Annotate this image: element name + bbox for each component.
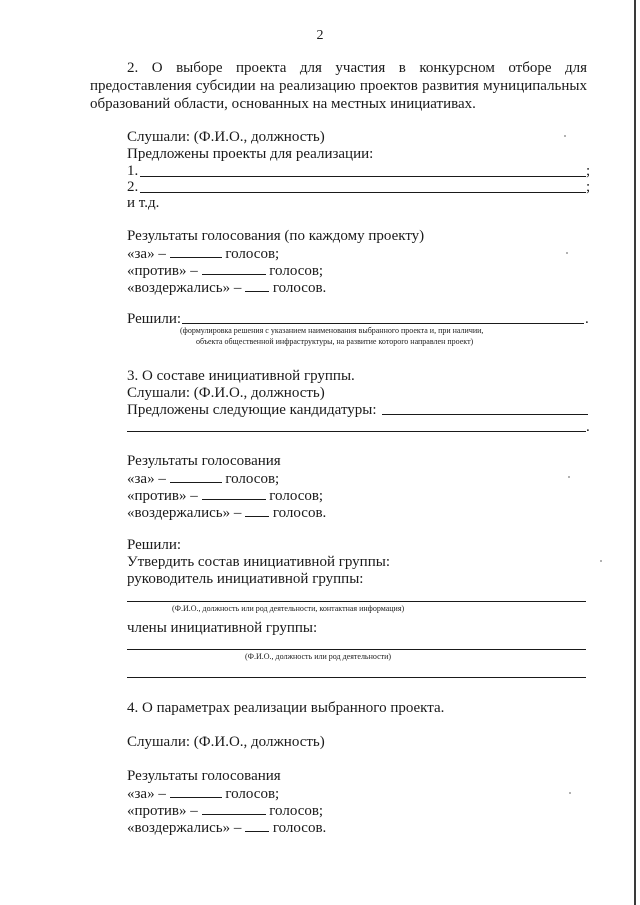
- scan-speck: [568, 476, 570, 478]
- section-4-vote-title: Результаты голосования: [127, 768, 281, 784]
- section-3-proposed: Предложены следующие кандидатуры:: [127, 402, 377, 418]
- scan-speck: [600, 560, 602, 562]
- decision-caption-line2: объекта общественной инфраструктуры, на развитие которого направлен проект): [196, 337, 474, 346]
- section-3-decided: Решили:: [127, 537, 182, 553]
- vote-against-count-blank[interactable]: [202, 262, 266, 275]
- section-2-decision-suffix: .: [585, 311, 589, 327]
- section-3-vote-against: [127, 487, 323, 504]
- vote-abstain-count-blank[interactable]: [245, 279, 269, 292]
- scan-edge: [634, 0, 636, 905]
- decision-caption-line1: (формулировка решения с указанием наименования выбранного проекта и, при наличии,: [180, 326, 484, 335]
- section-2-vote-for: [127, 245, 279, 262]
- vote-for-count-blank[interactable]: [170, 470, 222, 483]
- scan-speck: [566, 252, 568, 254]
- project-item-1-number: 1.: [127, 163, 139, 179]
- vote-for-label: «за» –: [127, 246, 166, 262]
- scan-speck: [564, 135, 566, 137]
- vote-abstain-count-blank[interactable]: [245, 504, 269, 517]
- vote-abstain-label: «воздержались» –: [127, 280, 242, 296]
- vote-against-count-blank[interactable]: [202, 487, 266, 500]
- project-item-1: [127, 163, 138, 179]
- candidates-suffix: .: [586, 419, 590, 435]
- members-blank-2[interactable]: [127, 677, 586, 678]
- section-2-vote-abstain: [127, 279, 326, 296]
- section-4-vote-for: [127, 785, 279, 802]
- vote-for-label: «за» –: [127, 471, 166, 487]
- scan-speck: [569, 792, 571, 794]
- section-3-heading: 3. О составе инициативной группы.: [127, 368, 355, 384]
- section-3-vote-abstain: [127, 504, 326, 521]
- leader-caption: (Ф.И.О., должность или род деятельности, контактная информация): [172, 604, 405, 613]
- section-3-approve: Утвердить состав инициативной группы:: [127, 554, 390, 570]
- project-item-2-blank[interactable]: [140, 192, 586, 193]
- vote-against-suffix: голосов;: [269, 803, 324, 819]
- vote-abstain-suffix: голосов.: [272, 280, 327, 296]
- section-3-vote-for: [127, 470, 279, 487]
- project-list-etc: и т.д.: [127, 195, 160, 211]
- vote-for-suffix: голосов;: [225, 471, 280, 487]
- section-4-vote-abstain: [127, 819, 326, 836]
- section-2-vote-against: [127, 262, 323, 279]
- vote-abstain-count-blank[interactable]: [245, 819, 269, 832]
- section-4-heading: 4. О параметрах реализации выбранного проекта.: [127, 700, 445, 716]
- vote-against-label: «против» –: [127, 263, 198, 279]
- section-4-vote-against: [127, 802, 323, 819]
- section-2-heading-line3: образований области, основанных на местных инициативах.: [90, 96, 476, 112]
- vote-for-count-blank[interactable]: [170, 245, 222, 258]
- vote-for-count-blank[interactable]: [170, 785, 222, 798]
- vote-against-count-blank[interactable]: [202, 802, 266, 815]
- section-3-leader: руководитель инициативной группы:: [127, 571, 364, 587]
- section-2-vote-title: Результаты голосования (по каждому проекту): [127, 228, 425, 244]
- project-item-1-blank[interactable]: [140, 176, 586, 177]
- section-3-vote-title: Результаты голосования: [127, 453, 281, 469]
- vote-for-suffix: голосов;: [225, 246, 280, 262]
- section-3-members: члены инициативной группы:: [127, 620, 318, 636]
- members-caption: (Ф.И.О., должность или род деятельности): [245, 652, 392, 661]
- section-4-heard: Слушали: (Ф.И.О., должность): [127, 734, 325, 750]
- section-2-decision-blank[interactable]: [182, 323, 584, 324]
- vote-abstain-label: «воздержались» –: [127, 505, 242, 521]
- section-2-heading-line2: предоставления субсидии на реализацию проектов развития муниципальных: [90, 78, 587, 94]
- vote-abstain-suffix: голосов.: [272, 820, 327, 836]
- vote-abstain-label: «воздержались» –: [127, 820, 242, 836]
- candidates-blank-2[interactable]: [127, 431, 586, 432]
- page-number: 2: [316, 28, 324, 43]
- candidates-blank-1[interactable]: [382, 414, 588, 415]
- vote-against-label: «против» –: [127, 803, 198, 819]
- project-item-1-suffix: ;: [586, 163, 591, 179]
- section-2-heard: Слушали: (Ф.И.О., должность): [127, 129, 325, 145]
- vote-against-suffix: голосов;: [269, 263, 324, 279]
- project-item-2-number: 2.: [127, 179, 139, 195]
- project-item-2: [127, 179, 138, 195]
- members-blank-1[interactable]: [127, 649, 586, 650]
- project-item-2-suffix: ;: [586, 179, 591, 195]
- section-3-heard: Слушали: (Ф.И.О., должность): [127, 385, 325, 401]
- vote-against-label: «против» –: [127, 488, 198, 504]
- section-2-decided: Решили:: [127, 311, 182, 327]
- vote-for-suffix: голосов;: [225, 786, 280, 802]
- section-2-heading-line1: 2. О выборе проекта для участия в конкурсном отборе для: [127, 60, 587, 76]
- vote-for-label: «за» –: [127, 786, 166, 802]
- vote-against-suffix: голосов;: [269, 488, 324, 504]
- vote-abstain-suffix: голосов.: [272, 505, 327, 521]
- section-2-proposed: Предложены проекты для реализации:: [127, 146, 374, 162]
- leader-blank[interactable]: [127, 601, 586, 602]
